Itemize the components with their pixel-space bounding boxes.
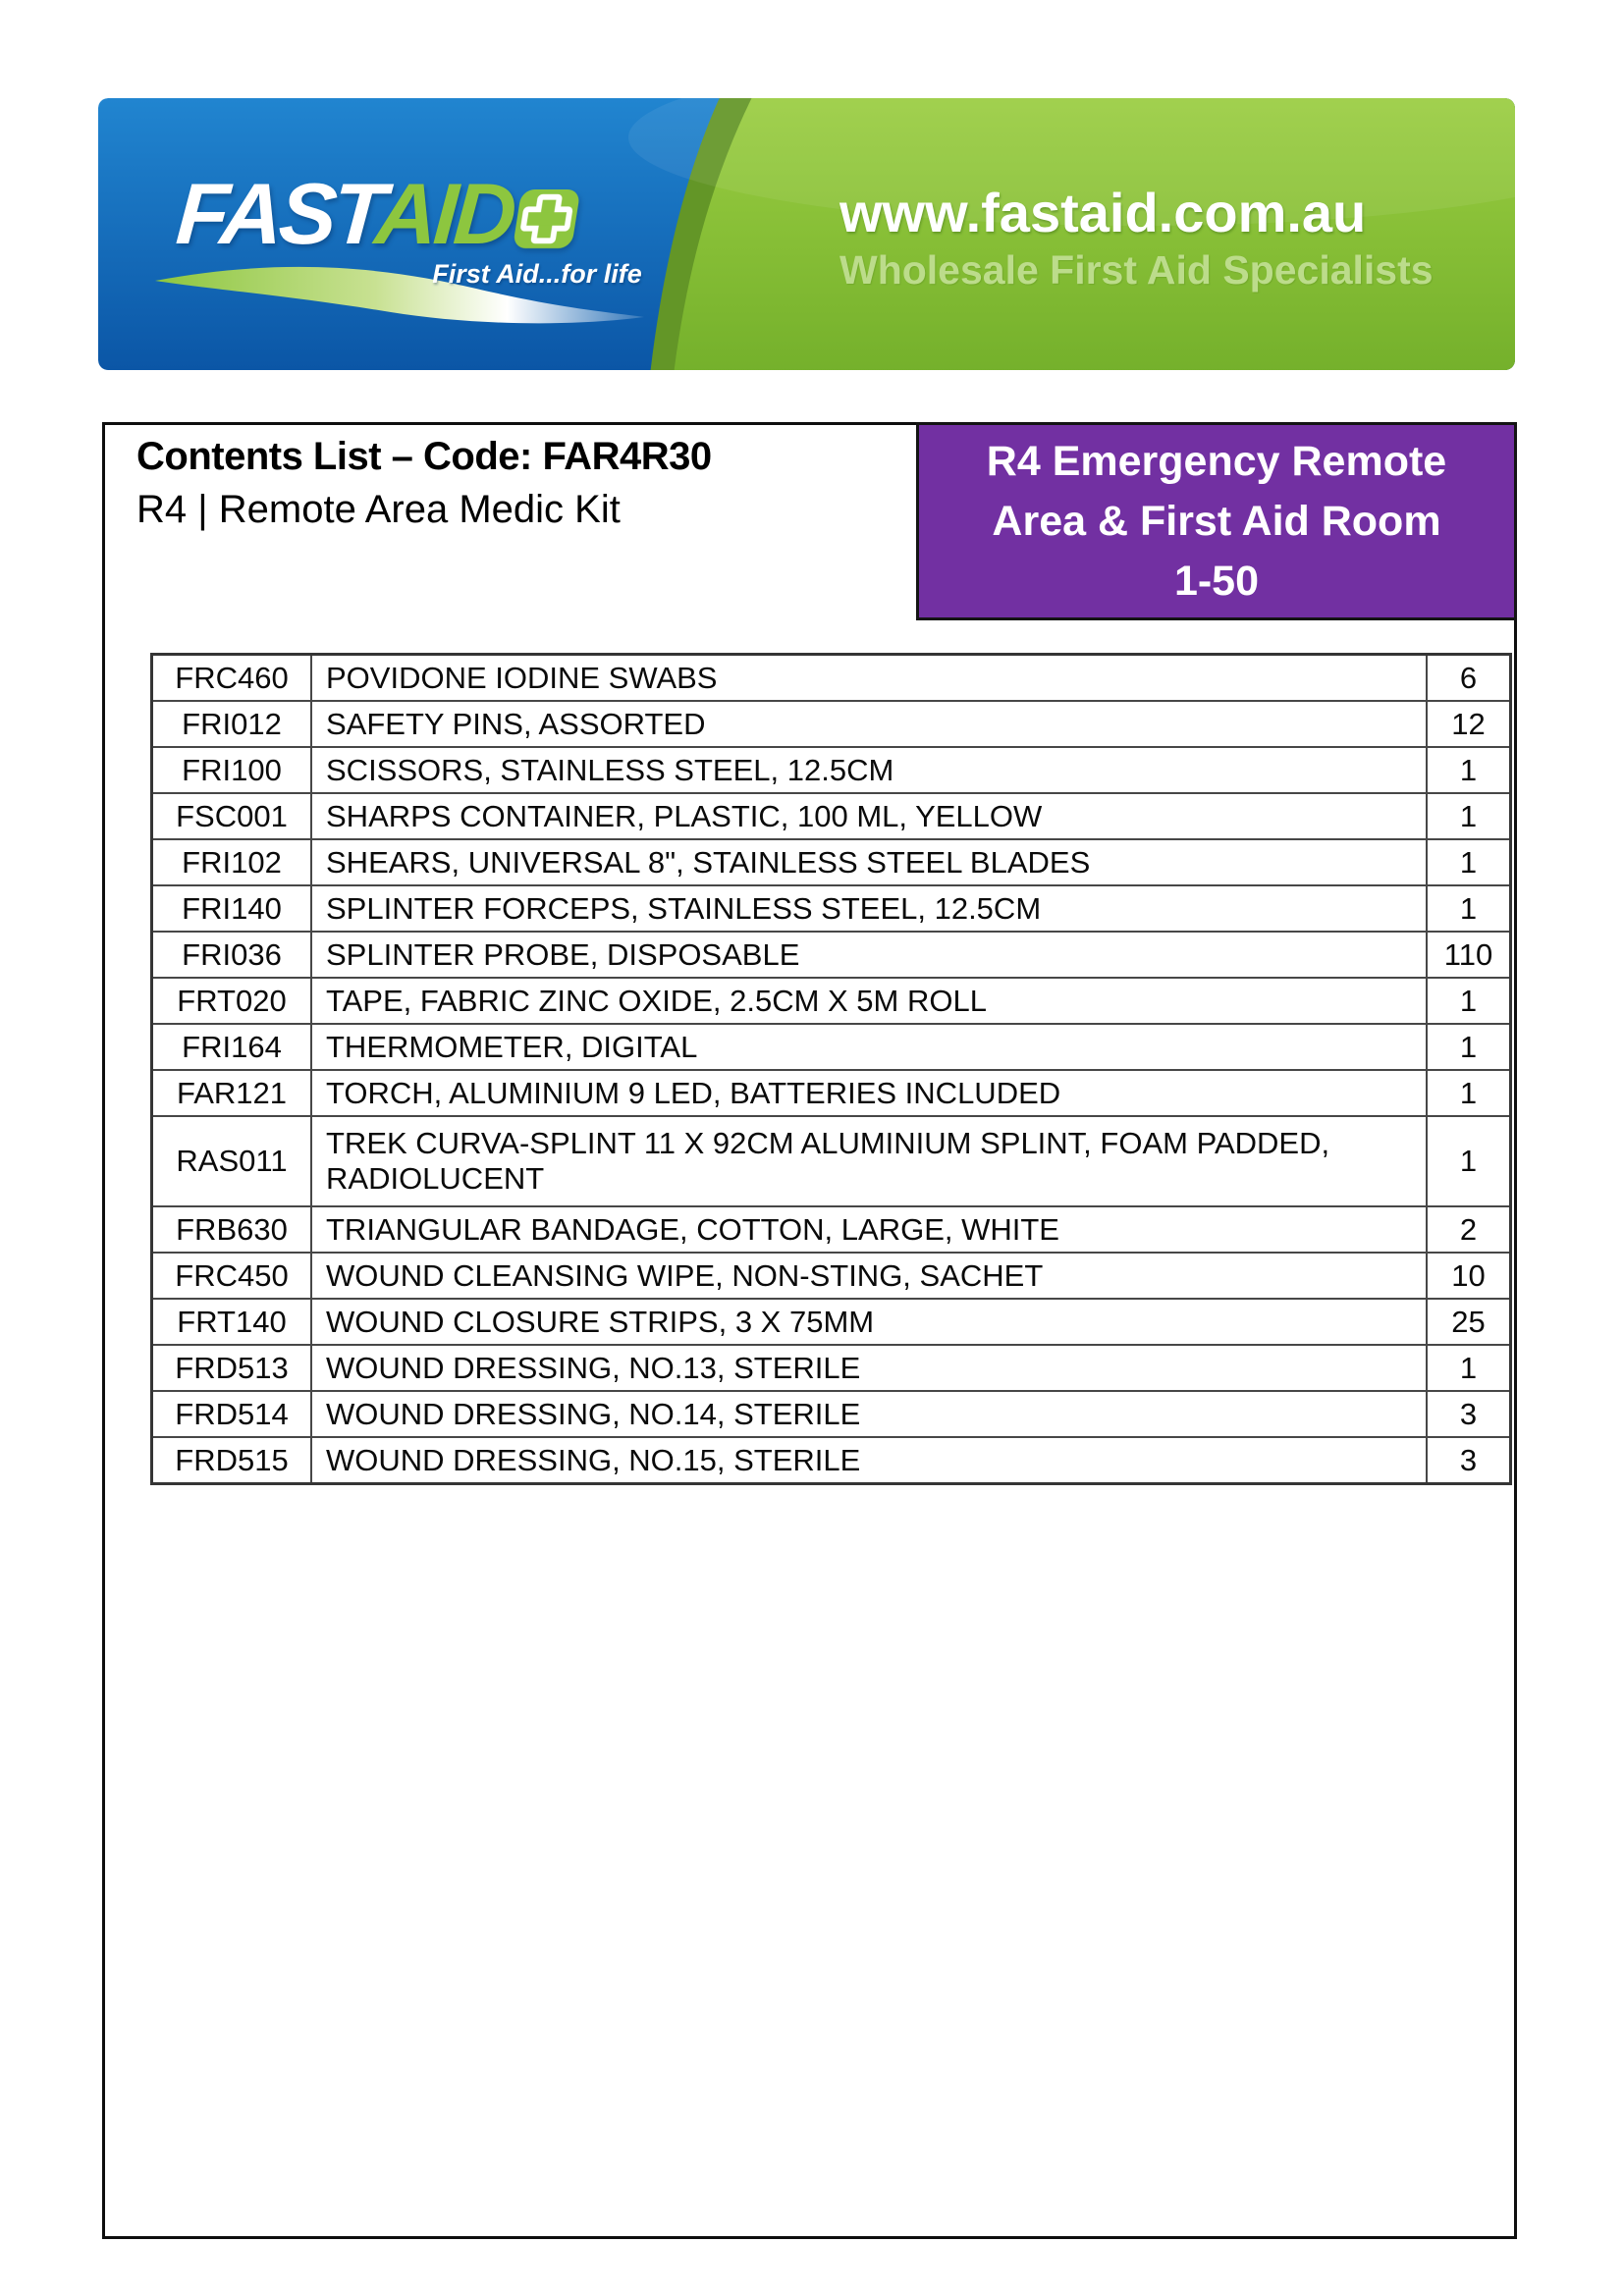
description-cell: TREK CURVA-SPLINT 11 X 92CM ALUMINIUM SPLINT, FOAM PADDED, RADIOLUCENT	[311, 1116, 1427, 1206]
table-row	[152, 1070, 1511, 1116]
kit-label-line: 1-50	[1173, 557, 1260, 605]
description-cell: SCISSORS, STAINLESS STEEL, 12.5CM	[311, 747, 1427, 793]
code-cell: FRI140	[152, 885, 312, 932]
description-cell: WOUND CLOSURE STRIPS, 3 X 75MM	[311, 1299, 1427, 1345]
qty-cell: 12	[1427, 701, 1511, 747]
table-row	[152, 932, 1511, 978]
qty-cell: 3	[1427, 1437, 1511, 1484]
description-cell: THERMOMETER, DIGITAL	[311, 1024, 1427, 1070]
page-subtitle: R4 | Remote Area Medic Kit	[136, 488, 621, 531]
medical-cross-icon	[512, 188, 582, 249]
code-cell: FRI102	[152, 839, 312, 885]
code-cell: FRT020	[152, 978, 312, 1024]
code-cell: FSC001	[152, 793, 312, 839]
banner-subtitle: Wholesale First Aid Specialists	[839, 247, 1434, 293]
qty-cell: 1	[1427, 1345, 1511, 1391]
description-cell: SHARPS CONTAINER, PLASTIC, 100 ML, YELLOW	[311, 793, 1427, 839]
description-cell: TORCH, ALUMINIUM 9 LED, BATTERIES INCLUDED	[311, 1070, 1427, 1116]
qty-cell: 1	[1427, 839, 1511, 885]
description-cell: SAFETY PINS, ASSORTED	[311, 701, 1427, 747]
contents-table	[150, 653, 1512, 1485]
qty-cell: 1	[1427, 978, 1511, 1024]
qty-cell: 10	[1427, 1253, 1511, 1299]
description-cell: WOUND DRESSING, NO.15, STERILE	[311, 1437, 1427, 1484]
qty-cell: 1	[1427, 1070, 1511, 1116]
table-row	[152, 1253, 1511, 1299]
fastaid-logo	[173, 165, 580, 262]
code-cell: FRC460	[152, 655, 312, 702]
code-cell: FRI100	[152, 747, 312, 793]
brand-fast: FAST	[173, 165, 379, 262]
description-cell: WOUND DRESSING, NO.13, STERILE	[311, 1345, 1427, 1391]
qty-cell: 6	[1427, 655, 1511, 702]
kit-label	[916, 422, 1517, 620]
description-cell: TAPE, FABRIC ZINC OXIDE, 2.5CM X 5M ROLL	[311, 978, 1427, 1024]
table-row	[152, 1206, 1511, 1253]
qty-cell: 25	[1427, 1299, 1511, 1345]
content-box	[102, 422, 1517, 2239]
table-row	[152, 1116, 1511, 1206]
banner-url: www.fastaid.com.au	[839, 182, 1367, 243]
table-row	[152, 1345, 1511, 1391]
code-cell: FRI164	[152, 1024, 312, 1070]
qty-cell: 1	[1427, 793, 1511, 839]
brand-aid: AID	[371, 165, 516, 262]
kit-label-line: R4 Emergency Remote	[986, 437, 1447, 485]
description-cell: WOUND DRESSING, NO.14, STERILE	[311, 1391, 1427, 1437]
qty-cell: 3	[1427, 1391, 1511, 1437]
description-cell: POVIDONE IODINE SWABS	[311, 655, 1427, 702]
code-cell: FRT140	[152, 1299, 312, 1345]
table-row	[152, 1299, 1511, 1345]
code-cell: FRC450	[152, 1253, 312, 1299]
qty-cell: 1	[1427, 885, 1511, 932]
description-cell: TRIANGULAR BANDAGE, COTTON, LARGE, WHITE	[311, 1206, 1427, 1253]
qty-cell: 1	[1427, 1116, 1511, 1206]
qty-cell: 2	[1427, 1206, 1511, 1253]
header-banner	[98, 98, 1515, 370]
code-cell: RAS011	[152, 1116, 312, 1206]
table-row	[152, 1437, 1511, 1484]
description-cell: WOUND CLEANSING WIPE, NON-STING, SACHET	[311, 1253, 1427, 1299]
table-row	[152, 1024, 1511, 1070]
qty-cell: 1	[1427, 747, 1511, 793]
table-row	[152, 978, 1511, 1024]
table-row	[152, 655, 1511, 702]
description-cell: SPLINTER FORCEPS, STAINLESS STEEL, 12.5CM	[311, 885, 1427, 932]
code-cell: FRD515	[152, 1437, 312, 1484]
code-cell: FRI012	[152, 701, 312, 747]
page-title: Contents List – Code: FAR4R30	[136, 435, 712, 478]
code-cell: FAR121	[152, 1070, 312, 1116]
code-cell: FRD513	[152, 1345, 312, 1391]
description-cell: SPLINTER PROBE, DISPOSABLE	[311, 932, 1427, 978]
table-row	[152, 701, 1511, 747]
code-cell: FRB630	[152, 1206, 312, 1253]
logo-tagline: First Aid...for life	[432, 259, 642, 289]
table-row	[152, 839, 1511, 885]
table-row	[152, 793, 1511, 839]
table-row	[152, 747, 1511, 793]
qty-cell: 1	[1427, 1024, 1511, 1070]
table-row	[152, 885, 1511, 932]
code-cell: FRD514	[152, 1391, 312, 1437]
kit-label-line: Area & First Aid Room	[992, 497, 1441, 545]
code-cell: FRI036	[152, 932, 312, 978]
description-cell: SHEARS, UNIVERSAL 8", STAINLESS STEEL BLADES	[311, 839, 1427, 885]
table-row	[152, 1391, 1511, 1437]
qty-cell: 110	[1427, 932, 1511, 978]
